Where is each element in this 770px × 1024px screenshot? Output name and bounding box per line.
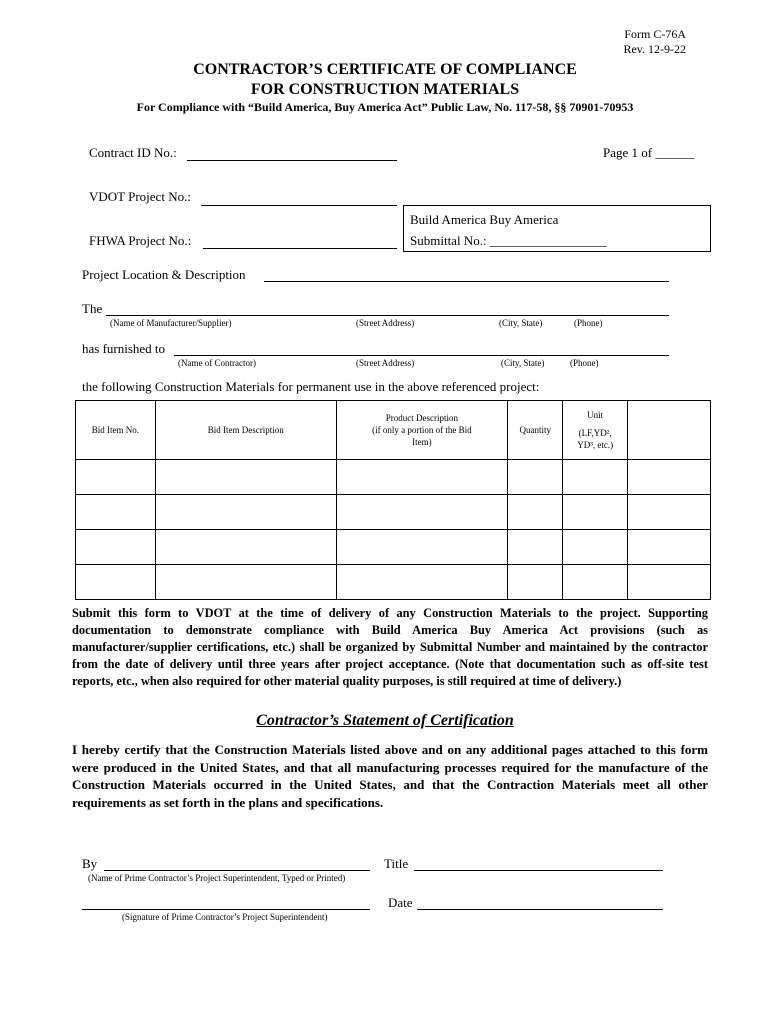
vdot-project-field[interactable] [201,205,397,206]
header-product-description [336,401,508,460]
cell[interactable] [563,460,628,495]
fhwa-project-field[interactable] [203,248,397,249]
header-product-description-line2: (if only a portion of the Bid [372,425,472,435]
table-row[interactable] [76,565,711,600]
cell[interactable] [155,495,336,530]
materials-intro: the following Construction Materials for permanent use in the above referenced project: [82,379,540,394]
table-row[interactable] [76,495,711,530]
date-label: Date [388,895,413,910]
cell[interactable] [508,565,563,600]
header-unit [563,401,628,460]
vdot-project-label: VDOT Project No.: [89,189,191,204]
project-location-field[interactable] [264,281,669,282]
signature-field[interactable] [82,909,370,910]
cell[interactable] [155,565,336,600]
header-unit-line3: YD³, etc.) [577,440,614,450]
cell[interactable] [336,530,508,565]
submission-notice: Submit this form to VDOT at the time of delivery of any Construction Materials to the project. Supporting documentation to demonstrate compliance with Build America Buy America Act provisions (such as manufacturer/supplier certifications, etc.) shall be organized by Submittal Number and maintained by the contractor from the date of delivery until three years after project acceptance. (Note that documentation such as off-site test reports, etc., when also required for other material quality purposes, is still required at time of delivery.) [72,606,708,688]
manufacturer-field[interactable] [106,315,669,316]
cell[interactable] [628,565,711,600]
by-label: By [82,856,98,871]
by-name-caption: (Name of Prime Contractor’s Project Superintendent, Typed or Printed) [88,873,346,883]
form-revision: Rev. 12-9-22 [623,42,686,56]
header-unit-line2: (LF,YD², [578,428,612,438]
table-header-row [76,401,711,460]
manufacturer-name-caption: (Name of Manufacturer/Supplier) [110,318,232,328]
cell[interactable] [563,530,628,565]
cell[interactable] [336,495,508,530]
cell[interactable] [508,495,563,530]
header-quantity: Quantity [508,401,563,460]
baba-submittal-number[interactable]: Submittal No.: __________________ [410,233,607,248]
cell[interactable] [76,565,156,600]
cell[interactable] [563,495,628,530]
title-label: Title [384,856,409,871]
cell[interactable] [563,565,628,600]
baba-submittal-box [403,205,711,252]
contractor-prefix: has furnished to [82,341,166,356]
statement-body: I hereby certify that the Construction Materials listed above and on any additional pages attached to this form were produced in the United States, and that all manufacturing processes required for the manufacture of the Construction Materials occurred in the United States, and that the Contraction Materials meet all other requirements as set forth in the plans and specifications. [72,742,708,810]
date-field[interactable] [417,909,663,910]
page-of-label: Page 1 of ______ [603,145,695,160]
table-row[interactable] [76,530,711,565]
baba-box-title: Build America Buy America [410,212,559,227]
cell[interactable] [155,460,336,495]
form-number: Form C-76A [624,27,686,41]
form-title-line2: FOR CONSTRUCTION MATERIALS [250,81,520,98]
header-product-description-line3: Item) [412,437,432,447]
cell[interactable] [508,530,563,565]
statement-title: Contractor’s Statement of Certification [256,712,514,729]
contractor-address-caption: (Street Address) [356,358,415,368]
cell[interactable] [508,460,563,495]
project-location-label: Project Location & Description [82,267,246,282]
title-field[interactable] [414,870,663,871]
signature-caption: (Signature of Prime Contractor’s Project Superintendent) [122,912,328,922]
header-extra [628,401,711,460]
contractor-phone-caption: (Phone) [570,358,599,368]
fhwa-project-label: FHWA Project No.: [89,233,192,248]
header-product-description-line1: Product Description [385,413,459,423]
table-row[interactable] [76,460,711,495]
manufacturer-prefix: The [82,301,103,316]
header-bid-item-no: Bid Item No. [76,401,156,460]
materials-table [75,400,711,600]
cell[interactable] [628,495,711,530]
manufacturer-phone-caption: (Phone) [574,318,603,328]
manufacturer-city-caption: (City, State) [499,318,543,328]
contractor-city-caption: (City, State) [501,358,545,368]
cell[interactable] [76,495,156,530]
contractor-field[interactable] [174,355,669,356]
cell[interactable] [76,530,156,565]
cell[interactable] [76,460,156,495]
cell[interactable] [628,460,711,495]
form-title-line1: CONTRACTOR’S CERTIFICATE OF COMPLIANCE [193,61,577,78]
cell[interactable] [336,565,508,600]
header-unit-line1: Unit [587,410,604,420]
contract-id-field[interactable] [187,160,397,161]
cell[interactable] [155,530,336,565]
form-subtitle: For Compliance with “Build America, Buy America Act” Public Law, No. 117-58, §§ 70901-70953 [136,100,634,114]
header-bid-item-description: Bid Item Description [155,401,336,460]
cell[interactable] [628,530,711,565]
by-name-field[interactable] [104,870,370,871]
cell[interactable] [336,460,508,495]
contractor-name-caption: (Name of Contractor) [178,358,256,368]
form-id-block [623,27,686,57]
manufacturer-address-caption: (Street Address) [356,318,415,328]
contract-id-label: Contract ID No.: [89,145,177,160]
